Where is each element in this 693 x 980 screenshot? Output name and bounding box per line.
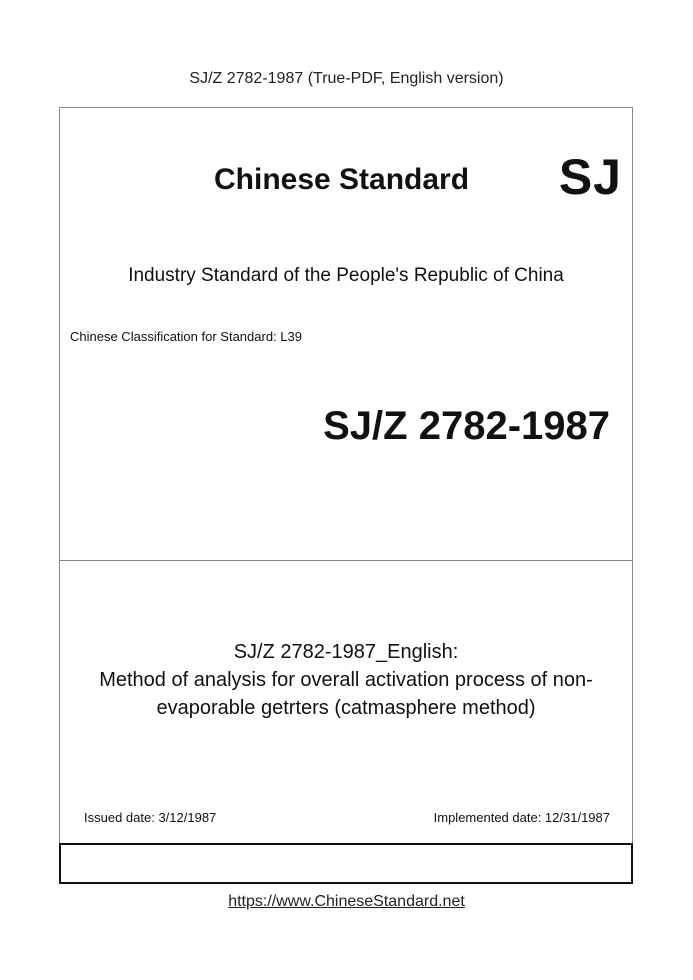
cover-frame [59,107,633,884]
standard-logo: SJ [558,149,622,205]
standard-number: SJ/Z 2782-1987 [323,404,610,448]
implemented-date: Implemented date: 12/31/1987 [433,810,610,825]
issued-date: Issued date: 3/12/1987 [84,810,217,825]
page-header: SJ/Z 2782-1987 (True-PDF, English version) [189,70,504,87]
cover-title: Chinese Standard [214,163,470,196]
section-divider [60,560,632,561]
website-link[interactable]: https://www.ChineseStandard.net [228,893,465,910]
document-title-line: SJ/Z 2782-1987_English: [233,641,459,663]
cover-subtitle: Industry Standard of the People's Republic of China [128,265,564,286]
footer-box [59,843,633,884]
footer-box-bottom-border [59,882,633,884]
classification-label: Chinese Classification for Standard: L39 [70,329,302,344]
document-title [80,638,612,722]
document-title-line: Method of analysis for overall activation process of non- [99,669,593,691]
document-title-line: evaporable getrters (catmasphere method) [156,697,536,719]
